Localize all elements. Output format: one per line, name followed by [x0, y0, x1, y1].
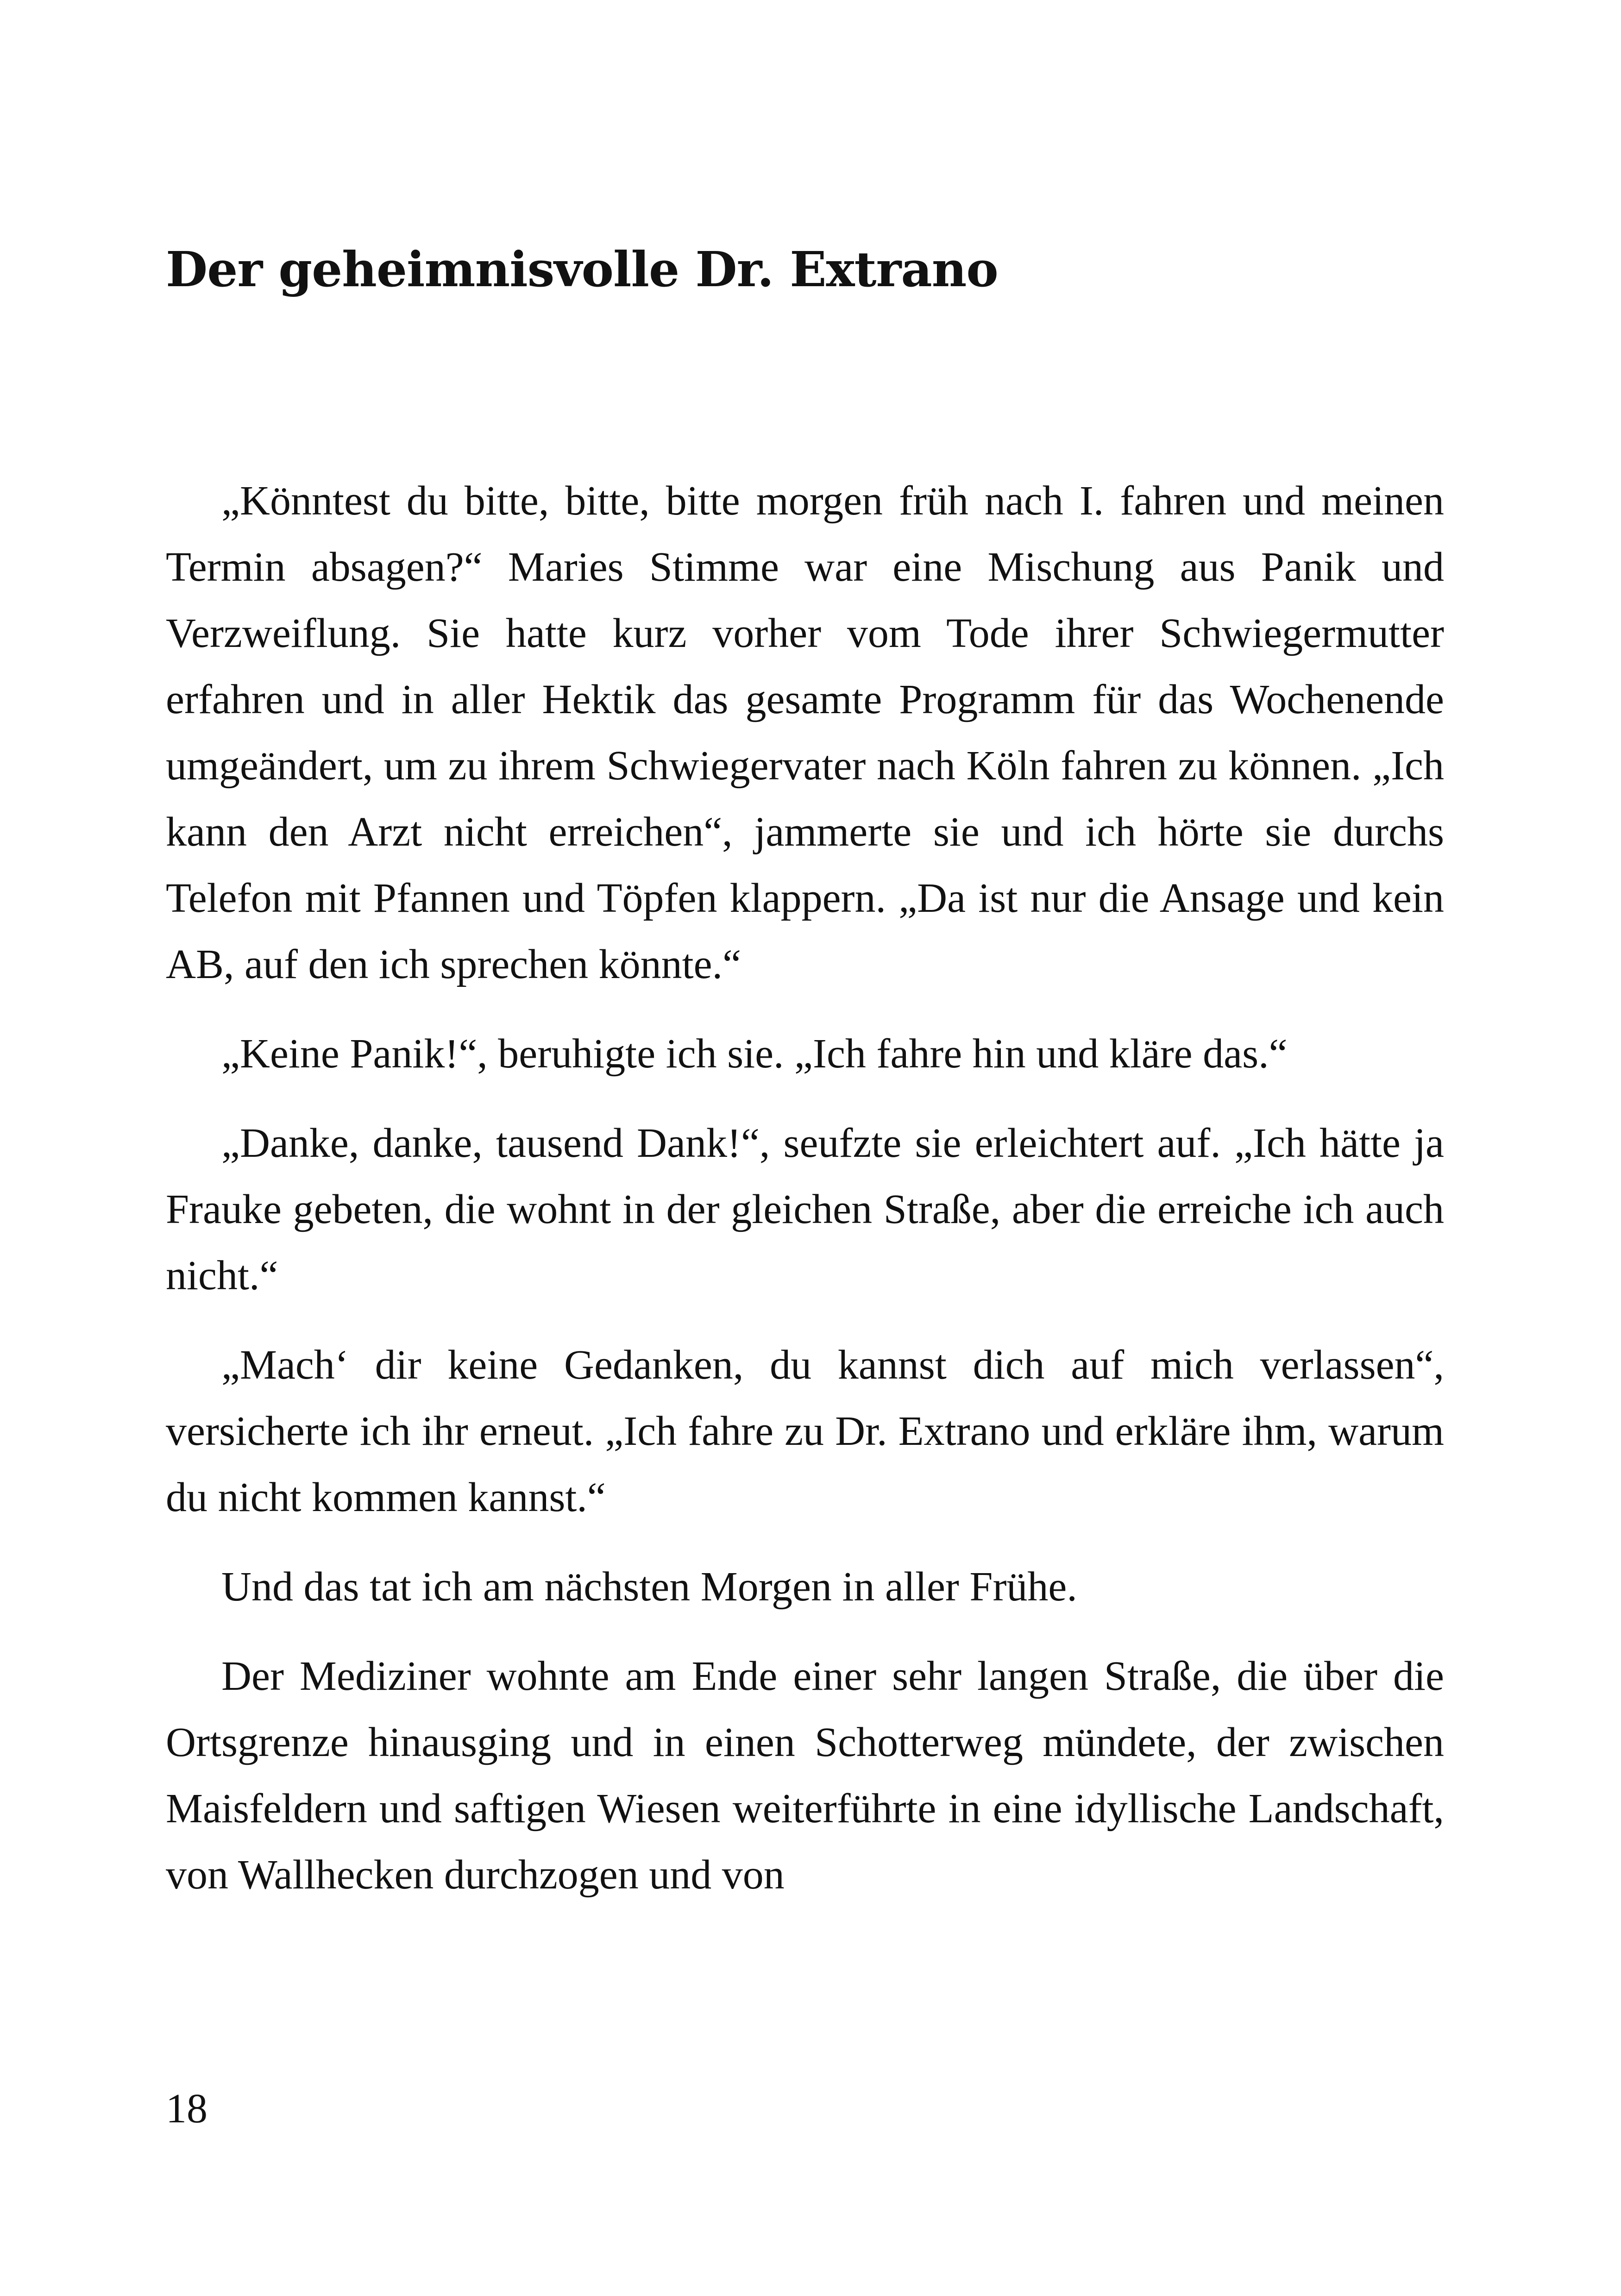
paragraph: Und das tat ich am nächsten Morgen in aller Frühe.: [221, 1564, 1077, 1610]
paragraph: „Mach‘ dir keine Gedanken, du kannst dich auf mich verlassen“, versicherte ich ihr erneut. „Ich fahre zu Dr. Extrano und erkläre ihm, warum du nicht kommen kannst.“: [166, 1342, 1444, 1520]
body-text: [166, 468, 1444, 1908]
page-number: 18: [166, 2086, 207, 2132]
paragraph: Der Mediziner wohnte am Ende einer sehr langen Straße, die über die Ortsgrenze hinausging und in einen Schotterweg mündete, der zwischen Maisfeldern und saftigen Wiesen weiterführte in eine idyllische Landschaft, von Wallhecken durchzogen und von: [166, 1653, 1444, 1898]
paragraph: „Danke, danke, tausend Dank!“, seufzte sie erleichtert auf. „Ich hätte ja Frauke gebeten, die wohnt in der gleichen Straße, aber die erreiche ich auch nicht.“: [166, 1120, 1444, 1299]
chapter-title: Der geheimnisvolle Dr. Extrano: [166, 241, 998, 298]
paragraph: „Könntest du bitte, bitte, bitte morgen früh nach I. fahren und meinen Termin absagen?“ Maries Stimme war eine Mischung aus Panik und Verzweiflung. Sie hatte kurz vorher vom Tode ihrer Schwiegermutter erfahren und in aller Hektik das gesamte Programm für das Wochenende umgeändert, um zu ihrem Schwiegervater nach Köln fahren zu können. „Ich kann den Arzt nicht erreichen“, jammerte sie und ich hörte sie durchs Telefon mit Pfannen und Töpfen klappern. „Da ist nur die Ansage und kein AB, auf den ich sprechen könnte.“: [166, 478, 1444, 987]
paragraph: „Keine Panik!“, beruhigte ich sie. „Ich fahre hin und kläre das.“: [221, 1031, 1288, 1077]
